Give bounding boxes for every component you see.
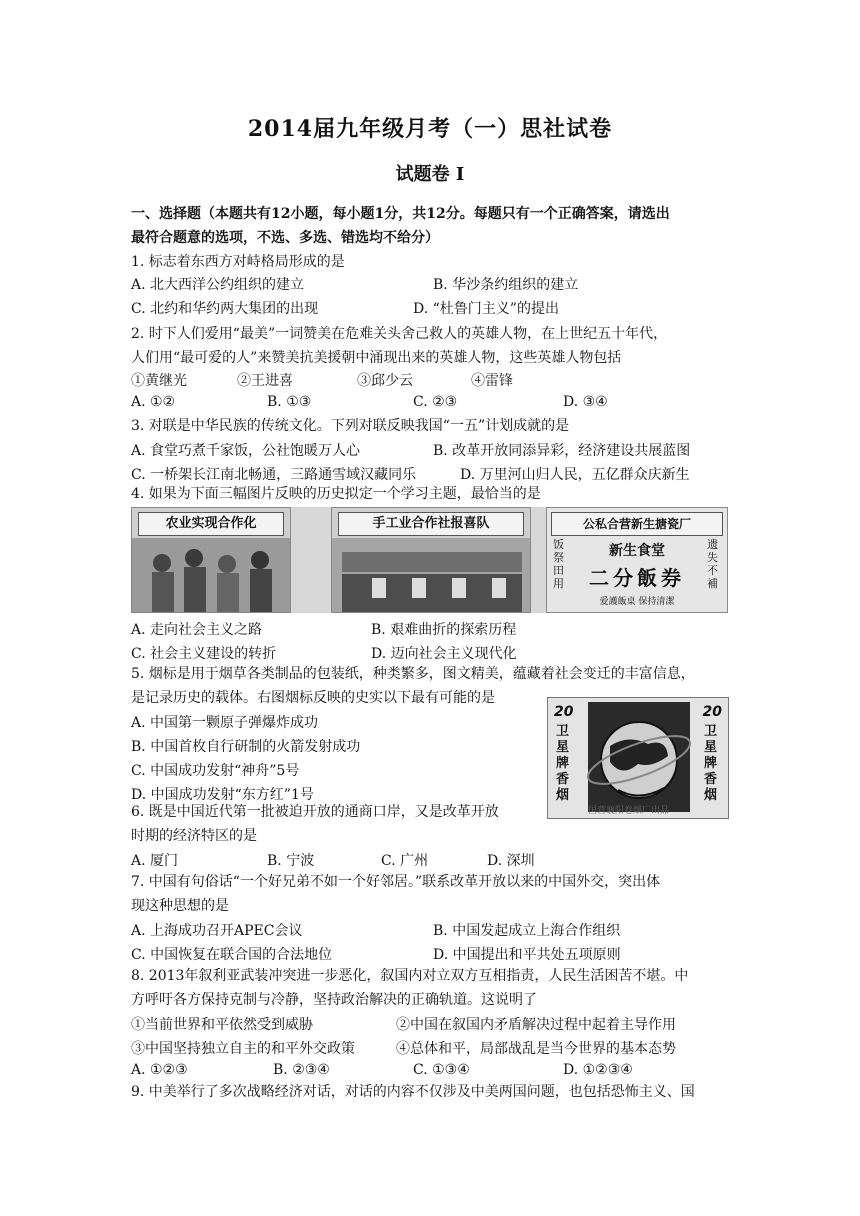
question-4-option-a: A. 走向社会主义之路 (131, 622, 263, 638)
question-1-option-a: A. 北大西洋公约组织的建立 (131, 277, 305, 293)
question-8-stem: 8. 2013年叙利亚武装冲突进一步恶化，叙国内对立双方互相指责，人民生活困苦不堪。中 (131, 968, 689, 984)
question-2-option-c: C. ②③ (413, 394, 458, 410)
photo-meal-ticket (546, 507, 728, 613)
question-3-option-a: A. 食堂巧煮千家饭，公社饱暖万人心 (131, 443, 361, 459)
question-2-stem: 2. 时下人们爱用“最美”一词赞美在危难关头舍己救人的英雄人物，在上世纪五十年代， (131, 326, 668, 342)
question-5-option-d: D. 中国成功发射“东方红”1号 (131, 787, 314, 803)
parade-photo-icon (332, 508, 531, 613)
question-1-option-c: C. 北约和华约两大集团的出现 (131, 301, 319, 317)
question-8-option-b: B. ②③④ (273, 1062, 330, 1078)
photo-meal-ticket-caption: 公私合营新生搪瓷厂 (551, 512, 723, 536)
question-8-option-a: A. ①②③ (131, 1062, 188, 1078)
question-3-option-b: B. 改革开放同添异彩，经济建设共展蓝图 (433, 443, 691, 459)
question-9-stem: 9. 中美举行了多次战略经济对话，对话的内容不仅涉及中美两国问题，也包括恐怖主义、国 (131, 1084, 695, 1100)
question-1-option-b: B. 华沙条约组织的建立 (433, 277, 579, 293)
question-7-option-c: C. 中国恢复在联合国的合法地位 (131, 947, 333, 963)
ticket-left-text: 饭祭田用 (553, 538, 564, 590)
history-photos (131, 507, 728, 613)
question-2-item-4: ④雷锋 (471, 373, 513, 389)
ticket-canteen: 新生食堂 (609, 543, 665, 559)
question-1-stem: 1. 标志着东西方对峙格局形成的是 (131, 254, 345, 270)
question-2-item-2: ②王进喜 (237, 373, 293, 389)
question-5-option-b: B. 中国首枚自行研制的火箭发射成功 (131, 739, 361, 755)
question-6-option-a: A. 厦门 (131, 853, 179, 869)
question-7-option-a: A. 上海成功召开APEC会议 (131, 923, 303, 939)
label-brand-right: 卫星牌香烟 (704, 724, 718, 803)
question-6-option-d: D. 深圳 (487, 853, 535, 869)
question-4-option-b: B. 艰难曲折的探索历程 (371, 622, 517, 638)
question-4-option-d: D. 迈向社会主义现代化 (371, 646, 517, 662)
question-8-stem-cont: 方呼吁各方保持克制与冷静，坚持政治解决的正确轨道。这说明了 (131, 992, 537, 1008)
question-3-option-c: C. 一桥架长江南北畅通，三路通雪域汉藏同乐 (131, 467, 417, 483)
page-subtitle: 试题卷 I (395, 164, 465, 185)
question-7-option-b: B. 中国发起成立上海合作组织 (433, 923, 621, 939)
label-number-left: 20 (554, 704, 574, 720)
photo-handicraft (331, 507, 531, 613)
question-7-stem-cont: 现这种思想的是 (131, 898, 229, 914)
question-5-stem: 5. 烟标是用于烟草各类制品的包装纸，种类繁多，图文精美，蕴藏着社会变迁的丰富信息， (131, 666, 695, 682)
question-5-option-a: A. 中国第一颗原子弹爆炸成功 (131, 715, 319, 731)
cigarette-label-image (547, 697, 729, 819)
photo-handicraft-caption: 手工业合作社报喜队 (338, 512, 524, 536)
question-2-stem-cont: 人们用“最可爱的人”来赞美抗美援朝中涌现出来的英雄人物，这些英雄人物包括 (131, 350, 622, 366)
question-2-item-1: ①黄继光 (131, 373, 187, 389)
question-8-option-c: C. ①③④ (413, 1062, 470, 1078)
question-8-item-3: ③中国坚持独立自主的和平外交政策 (131, 1041, 355, 1057)
question-3-stem: 3. 对联是中华民族的传统文化。下列对联反映我国“一五”计划成就的是 (131, 418, 570, 434)
crowd-photo-icon (132, 508, 291, 613)
section-heading-cont: 最符合题意的选项，不选、多选、错选均不给分） (131, 230, 439, 246)
question-6-option-c: C. 广州 (381, 853, 429, 869)
ticket-right-text: 遗失不補 (707, 538, 718, 590)
question-5-option-c: C. 中国成功发射“神舟”5号 (131, 763, 300, 779)
question-4-stem: 4. 如果为下面三幅图片反映的历史拟定一个学习主题，最恰当的是 (131, 486, 541, 502)
question-7-option-d: D. 中国提出和平共处五项原则 (433, 947, 621, 963)
question-6-stem-cont: 时期的经济特区的是 (131, 828, 257, 844)
question-1-option-d: D. “杜鲁门主义”的提出 (413, 301, 559, 317)
label-brand-left: 卫星牌香烟 (556, 724, 570, 803)
ticket-value: 二分飯券 (589, 566, 685, 590)
question-2-item-3: ③邱少云 (357, 373, 413, 389)
section-heading: 一、选择题（本题共有12小题，每小题1分，共12分。每题只有一个正确答案，请选出 (131, 206, 670, 222)
question-2-option-b: B. ①③ (267, 394, 312, 410)
question-6-stem: 6. 既是中国近代第一批被迫开放的通商口岸，又是改革开放 (131, 804, 499, 820)
question-7-stem: 7. 中国有句俗话“一个好兄弟不如一个好邻居。”联系改革开放以来的中国外交，突出体 (131, 874, 661, 890)
label-number-right: 20 (702, 704, 722, 720)
question-8-item-1: ①当前世界和平依然受到威胁 (131, 1017, 313, 1033)
ticket-footer: 爱護飯桌 保持清潔 (599, 597, 675, 607)
question-4-option-c: C. 社会主义建设的转折 (131, 646, 277, 662)
page-title: 2014届九年级月考（一）思社试卷 (247, 116, 613, 142)
question-6-option-b: B. 宁波 (267, 853, 315, 869)
photo-agriculture-caption: 农业实现合作化 (138, 512, 284, 536)
photo-agriculture (131, 507, 291, 613)
question-3-option-d: D. 万里河山归人民，五亿群众庆新生 (460, 467, 690, 483)
question-8-item-2: ②中国在叙国内矛盾解决过程中起着主导作用 (396, 1017, 676, 1033)
question-2-option-a: A. ①② (131, 394, 176, 410)
question-8-option-d: D. ①②③④ (563, 1062, 633, 1078)
question-5-stem-cont: 是记录历史的载体。右图烟标反映的史实以下最有可能的是 (131, 690, 495, 706)
label-footer: 国营襄阳卷烟厂出品 (588, 806, 670, 816)
question-8-item-4: ④总体和平，局部战乱是当今世界的基本态势 (396, 1041, 676, 1057)
question-2-option-d: D. ③④ (563, 394, 608, 410)
